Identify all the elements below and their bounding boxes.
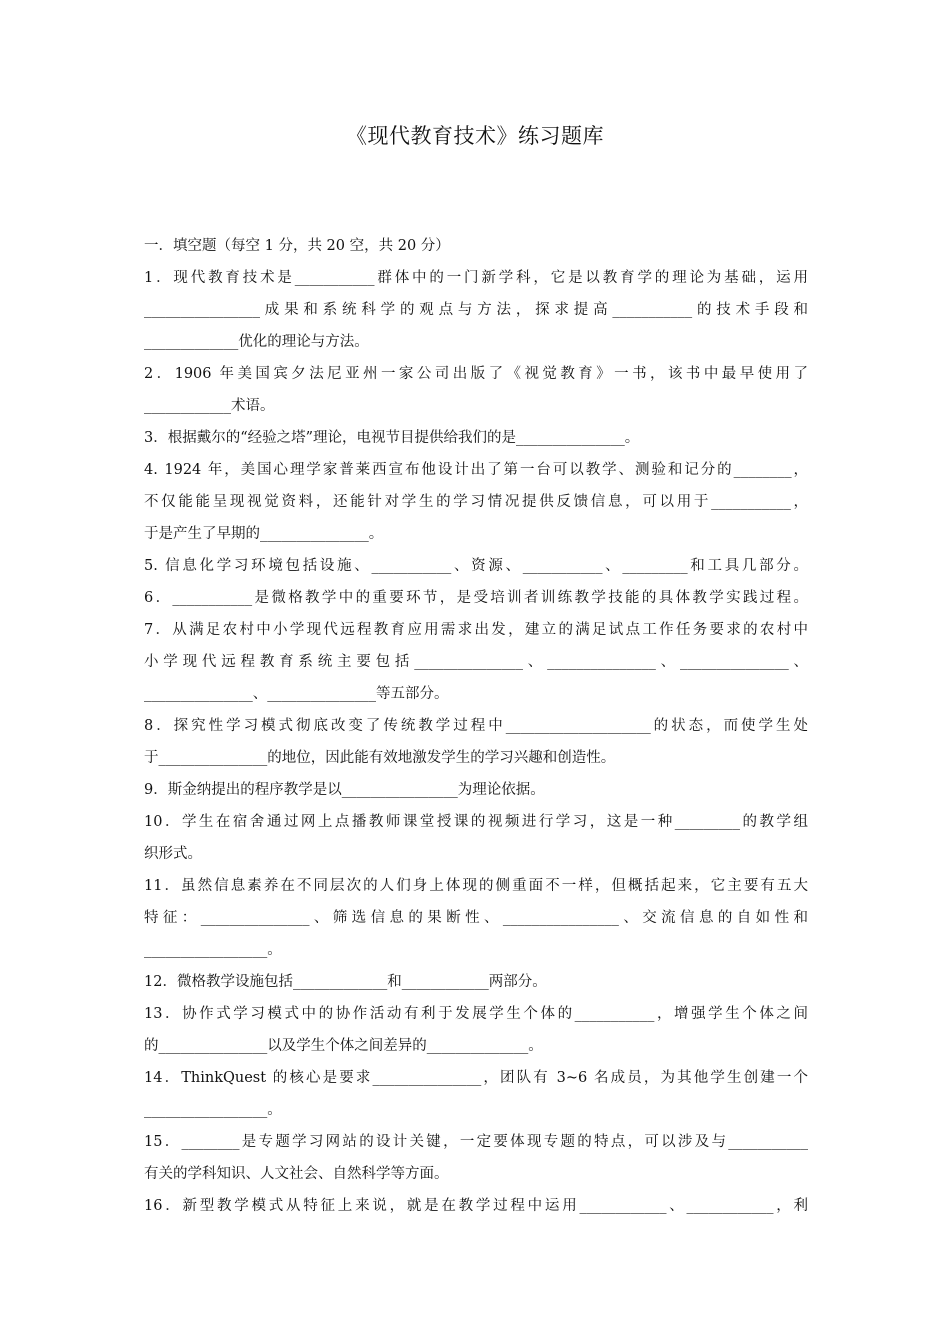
question-1-line-3: _____________优化的理论与方法。 xyxy=(144,334,369,350)
question-14-line-1: 14．ThinkQuest 的核心是要求_______________，团队有 3~6 名成员，为其他学生创建一个 xyxy=(144,1070,808,1086)
question-3-line-1: 3．根据戴尔的“经验之塔”理论，电视节目提供给我们的是_______________。 xyxy=(144,430,640,446)
question-4-line-1: 4. 1924 年，美国心理学家普莱西宣布他设计出了第一台可以教学、测验和记分的________， xyxy=(144,462,808,478)
page-title: 《现代教育技术》练习题库 xyxy=(346,124,604,148)
question-14-line-2: _________________。 xyxy=(144,1102,282,1118)
question-12-line-1: 12．微格教学设施包括_____________和____________两部分。 xyxy=(144,974,547,990)
question-7-line-1: 7．从满足农村中小学现代远程教育应用需求出发，建立的满足试点工作任务要求的农村中 xyxy=(144,622,808,638)
question-8-line-1: 8．探究性学习模式彻底改变了传统教学过程中____________________的状态，而使学生处 xyxy=(144,718,808,734)
question-4-line-2: 不仅能能呈现视觉资料，还能针对学生的学习情况提供反馈信息，可以用于___________， xyxy=(144,494,808,510)
question-11-line-3: _________________。 xyxy=(144,942,282,958)
question-4-line-3: 于是产生了早期的_______________。 xyxy=(144,526,384,542)
question-1-line-1: 1．现代教育技术是___________群体中的一门新学科，它是以教育学的理论为基础，运用 xyxy=(144,270,808,286)
question-1-line-2: ________________成果和系统科学的观点与方法，探求提高___________的技术手段和 xyxy=(144,302,808,318)
question-2-line-2: ____________术语。 xyxy=(144,398,275,414)
question-7-line-3: _______________、_______________等五部分。 xyxy=(144,686,449,702)
question-9-line-1: 9．斯金纳提出的程序教学是以________________为理论依据。 xyxy=(144,782,545,798)
section-heading: 一．填空题（每空 1 分，共 20 空，共 20 分） xyxy=(144,238,450,254)
question-10-line-1: 10．学生在宿舍通过网上点播教师课堂授课的视频进行学习，这是一种_________的教学组 xyxy=(144,814,808,830)
question-11-line-2: 特征：_______________、筛选信息的果断性、________________、交流信息的自如性和 xyxy=(144,910,808,926)
question-13-line-2: 的_______________以及学生个体之间差异的______________。 xyxy=(144,1038,543,1054)
question-2-line-1: 2．1906 年美国宾夕法尼亚州一家公司出版了《视觉教育》一书，该书中最早使用了 xyxy=(144,366,808,382)
question-list xyxy=(144,230,808,1222)
question-5-line-1: 5. 信息化学习环境包括设施、___________、资源、___________、_________和工具几部分。 xyxy=(144,558,808,574)
question-15-line-2: 有关的学科知识、人文社会、自然科学等方面。 xyxy=(144,1166,449,1182)
question-10-line-2: 织形式。 xyxy=(144,846,202,862)
question-13-line-1: 13．协作式学习模式中的协作活动有利于发展学生个体的___________，增强学生个体之间 xyxy=(144,1006,808,1022)
question-11-line-1: 11．虽然信息素养在不同层次的人们身上体现的侧重面不一样，但概括起来，它主要有五大 xyxy=(144,878,808,894)
question-15-line-1: 15．________是专题学习网站的设计关键，一定要体现专题的特点，可以涉及与___________ xyxy=(144,1134,808,1150)
question-16-line-1: 16．新型教学模式从特征上来说，就是在教学过程中运用____________、____________，利 xyxy=(144,1198,808,1214)
question-8-line-2: 于_______________的地位，因此能有效地激发学生的学习兴趣和创造性。 xyxy=(144,750,616,766)
question-7-line-2: 小学现代远程教育系统主要包括_______________、_______________、_______________、 xyxy=(144,654,808,670)
question-6-line-1: 6．___________是微格教学中的重要环节，是受培训者训练教学技能的具体教学实践过程。 xyxy=(144,590,808,606)
